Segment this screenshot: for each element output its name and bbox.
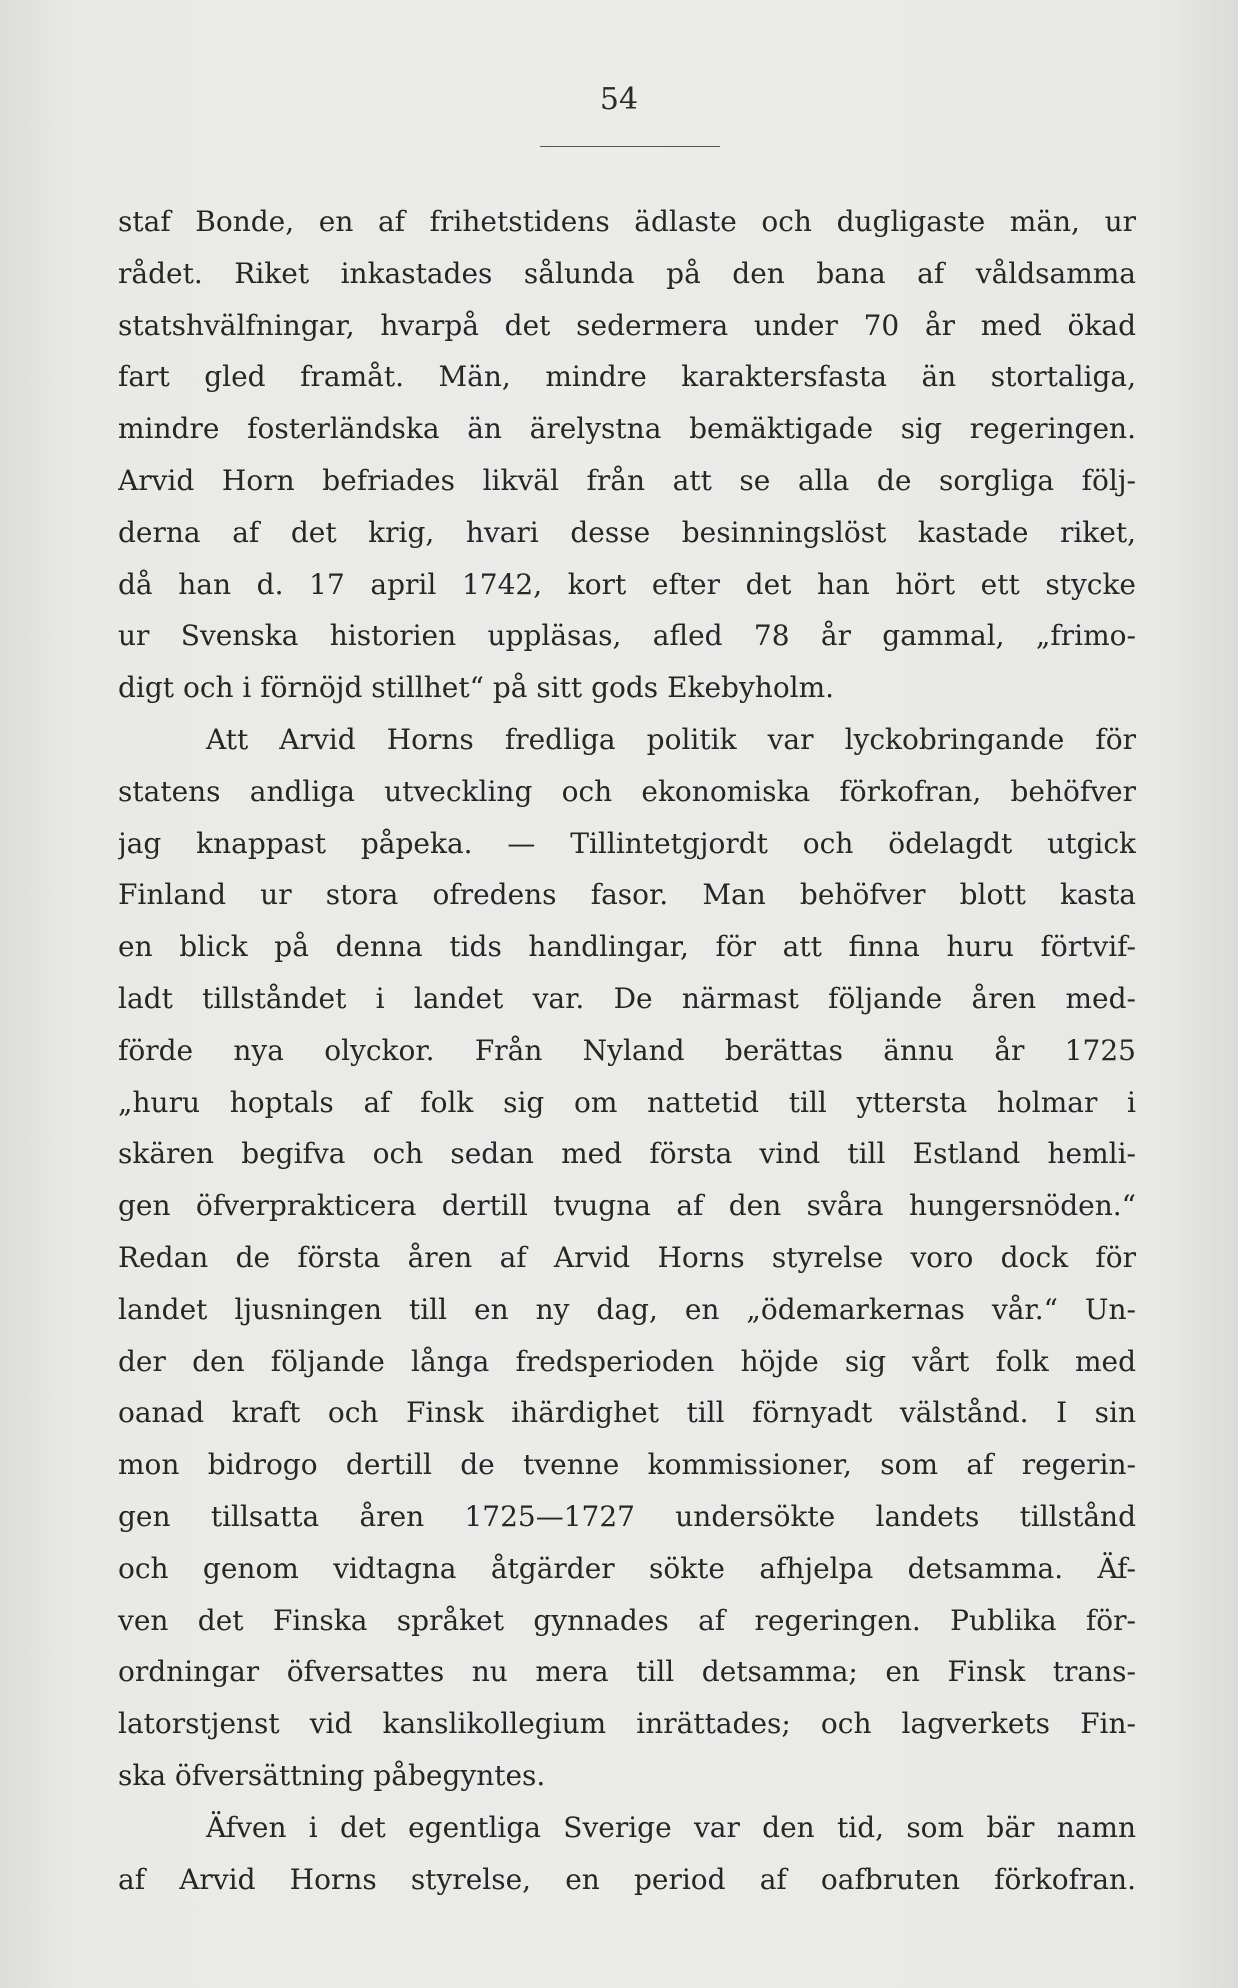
text-line: der den följande långa fredsperioden höjde sig vårt folk med — [118, 1344, 1136, 1378]
text-line: gen öfverprakticera dertill tvugna af den svåra hungersnöden.“ — [118, 1189, 1136, 1223]
text-line: Redan de första åren af Arvid Horns styrelse voro dock för — [118, 1240, 1136, 1274]
text-line: statens andliga utveckling och ekonomiska förkofran, behöfver — [118, 774, 1136, 808]
text-line: mindre fosterländska än ärelystna bemäktigade sig regeringen. — [118, 412, 1136, 446]
text-line: Arvid Horn befriades likväl från att se alla de sorgliga följ- — [118, 463, 1136, 497]
text-line: då han d. 17 april 1742, kort efter det han hört ett stycke — [118, 567, 1136, 601]
text-line: staf Bonde, en af frihetstidens ädlaste och dugligaste män, ur — [118, 205, 1136, 238]
header-rule — [540, 146, 720, 147]
text-line: digt och i förnöjd stillhet“ på sitt gods Ekebyholm. — [118, 671, 835, 705]
body-text — [118, 196, 1136, 1905]
text-line: Äfven i det egentliga Sverige var den tid, som bär namn — [206, 1810, 1136, 1844]
text-line: skären begifva och sedan med första vind till Estland hemli- — [118, 1137, 1136, 1171]
text-line: Att Arvid Horns fredliga politik var lyckobringande för — [206, 722, 1136, 756]
text-line: fart gled framåt. Män, mindre karaktersfasta än stortaliga, — [118, 360, 1136, 394]
text-line: ska öfversättning påbegyntes. — [118, 1758, 546, 1792]
text-line: latorstjenst vid kanslikollegium inrättades; och lagverkets Fin- — [118, 1707, 1136, 1741]
text-line: gen tillsatta åren 1725—1727 undersökte landets tillstånd — [118, 1499, 1136, 1533]
text-line: mon bidrogo dertill de tvenne kommissioner, som af regerin- — [118, 1448, 1136, 1482]
text-line: landet ljusningen till en ny dag, en „ödemarkernas vår.“ Un- — [118, 1292, 1136, 1326]
text-line: Finland ur stora ofredens fasor. Man behöfver blott kasta — [118, 878, 1136, 912]
text-line: jag knappast påpeka. — Tillintetgjordt och ödelagdt utgick — [118, 826, 1136, 860]
text-line: en blick på denna tids handlingar, för att finna huru förtvif- — [118, 930, 1136, 964]
text-line: och genom vidtagna åtgärder sökte afhjelpa detsamma. Äf- — [118, 1551, 1136, 1585]
text-line: ordningar öfversattes nu mera till detsamma; en Finsk trans- — [118, 1655, 1136, 1689]
text-line: oanad kraft och Finsk ihärdighet till förnyadt välstånd. I sin — [118, 1396, 1136, 1430]
text-line: ven det Finska språket gynnades af regeringen. Publika för- — [118, 1603, 1136, 1637]
text-line: derna af det krig, hvari desse besinningslöst kastade riket, — [118, 515, 1136, 549]
text-line: ur Svenska historien uppläsas, afled 78 år gammal, „frimo- — [118, 619, 1136, 653]
page-number: 54 — [599, 82, 639, 117]
text-line: rådet. Riket inkastades sålunda på den bana af våldsamma — [118, 256, 1136, 290]
text-line: „huru hoptals af folk sig om nattetid till yttersta holmar i — [118, 1085, 1136, 1119]
text-line: af Arvid Horns styrelse, en period af oafbruten förkofran. — [118, 1862, 1136, 1896]
text-line: statshvälfningar, hvarpå det sedermera under 70 år med ökad — [118, 308, 1136, 342]
text-line: förde nya olyckor. Från Nyland berättas ännu år 1725 — [118, 1033, 1136, 1067]
text-line: ladt tillståndet i landet var. De närmast följande åren med- — [118, 981, 1136, 1015]
